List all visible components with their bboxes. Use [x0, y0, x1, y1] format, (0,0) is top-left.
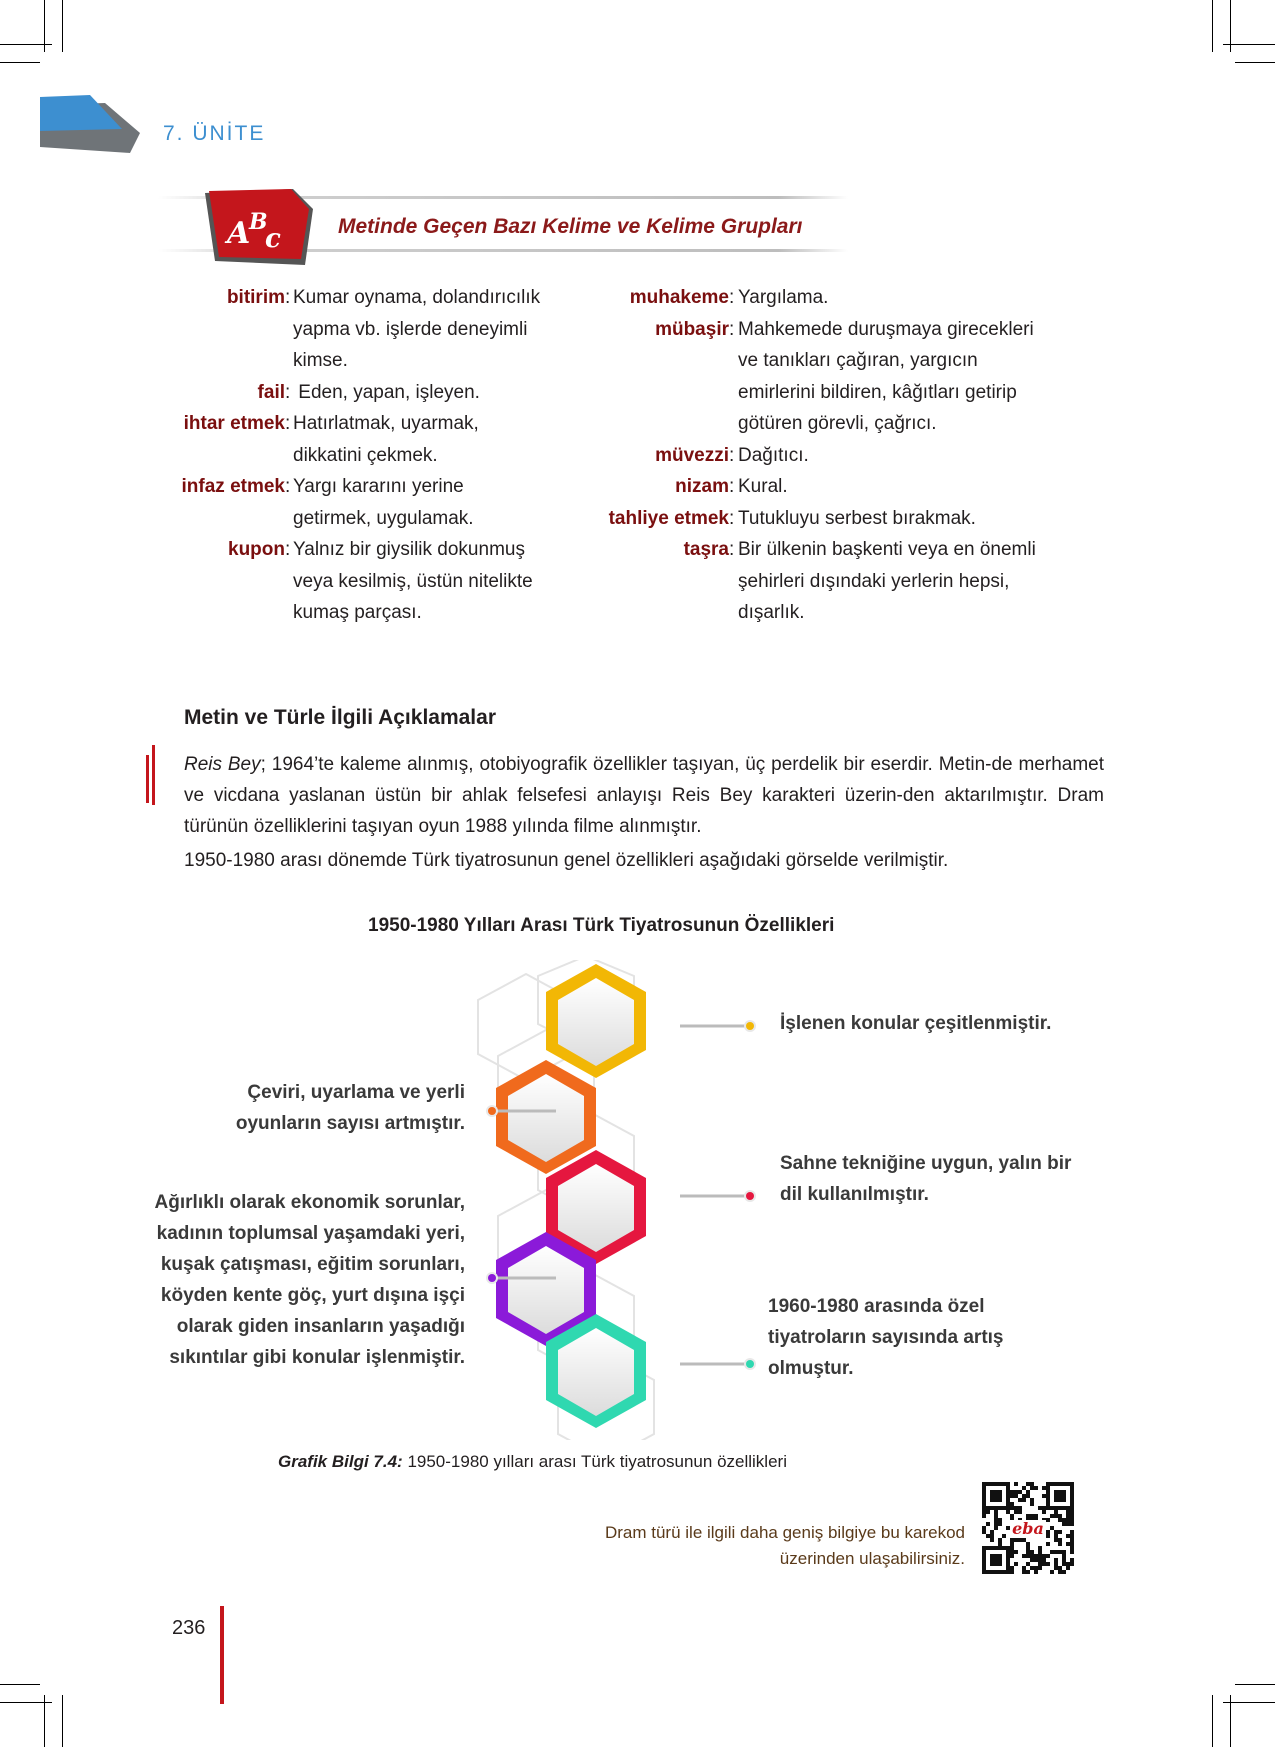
glossary-term: taşra [683, 539, 729, 560]
glossary-definition-line: kimse. [293, 350, 348, 371]
glossary-definition-line: getirmek, uygulamak. [293, 507, 474, 529]
glossary-definition-line: Yargı kararını yerine [293, 476, 464, 497]
work-title: Reis Bey [184, 754, 261, 775]
glossary-definition-line: Hatırlatmak, uyarmak, [293, 413, 479, 434]
glossary-definition-line: götüren görevli, çağrıcı. [738, 413, 937, 434]
glossary-definition-line: Kural. [738, 476, 788, 497]
paragraph-intro [184, 749, 1104, 842]
glossary-definition-line: şehirleri dışındaki yerlerin hepsi, [738, 570, 1010, 592]
unit-tab-graphic [40, 95, 152, 153]
caption-label: Grafik Bilgi 7.4: [278, 1452, 403, 1471]
feature-item-2: Çeviri, uyarlama ve yerli oyunların sayısı artmıştır. [235, 1082, 465, 1134]
connector-lines [480, 1010, 770, 1380]
glossary-colon: : [729, 444, 735, 466]
infographic-title: 1950-1980 Yılları Arası Türk Tiyatrosunun Özellikleri [368, 915, 835, 936]
feature-item-4: Ağırlıklı olarak ekonomik sorunlar, kadının toplumsal yaşamdaki yeri, kuşak çatışması, eğitim sorunları, köyden kente göç, yurt dışına işçi olarak giden insanların yaşadığı sıkıntılar gibi konular işlenmiştir. [154, 1192, 465, 1368]
accent-bar [152, 745, 155, 805]
page-number: 236 [172, 1617, 206, 1639]
paragraph-summary: 1950-1980 arası dönemde Türk tiyatrosunun genel özellikleri aşağıdaki görselde verilmiştir. [184, 850, 949, 871]
glossary-colon: : [729, 507, 735, 529]
glossary-definition-line: ve tanıkları çağıran, yargıcın [738, 350, 978, 371]
qr-description: Dram türü ile ilgili daha geniş bilgiye bu karekod üzerinden ulaşabilirsiniz. [604, 1523, 965, 1568]
glossary-term: muhakeme [629, 287, 729, 308]
glossary-term: bitirim [226, 287, 285, 308]
feature-item-3: Sahne tekniğine uygun, yalın bir dil kullanılmıştır. [780, 1153, 1072, 1205]
glossary-colon: : [285, 381, 291, 403]
glossary-definition-line: Tutukluyu serbest bırakmak. [738, 507, 976, 529]
glossary-definition-line: Dağıtıcı. [738, 444, 809, 466]
abc-icon [205, 189, 315, 265]
glossary-colon: : [729, 476, 735, 497]
glossary-definition-line: Kumar oynama, dolandırıcılık [293, 287, 541, 308]
glossary-term: kupon [228, 539, 285, 560]
glossary-definition-line: Mahkemede duruşmaya girecekleri [738, 318, 1034, 340]
glossary-colon: : [729, 287, 735, 308]
glossary-definition-line: dikkatini çekmek. [293, 444, 438, 466]
glossary-term: ihtar etmek [183, 413, 285, 434]
glossary-colon: : [729, 539, 735, 560]
glossary-colon: : [729, 318, 735, 340]
section-heading: Metin ve Türle İlgili Açıklamalar [184, 706, 496, 729]
unit-title: 7. ÜNİTE [163, 122, 266, 145]
svg-text:A: A [227, 216, 251, 251]
glossary-term: tahliye etmek [608, 507, 729, 529]
glossary-definition-line: Yalnız bir giysilik dokunmuş [293, 539, 525, 560]
page-number-bar [220, 1606, 224, 1704]
glossary-term: infaz etmek [181, 476, 285, 497]
paragraph-text: ; 1964’te kaleme alınmış, otobiyografik özellikler taşıyan, üç perdelik bir eserdir. Metin-de merhamet ve vicdana yaslanan üstün bir ahlak felsefesi anlayışı Reis Bey karakteri üzerin-den aktarılmıştır. Dram türünün özelliklerini taşıyan oyun 1988 yılında filme alınmıştır. [184, 754, 1105, 837]
glossary-term: fail [257, 381, 285, 403]
caption-text: 1950-1980 yılları arası Türk tiyatrosunun özellikleri [407, 1452, 787, 1471]
feature-item-1: İşlenen konular çeşitlenmiştir. [780, 1013, 1052, 1034]
glossary-colon: : [285, 539, 291, 560]
glossary-definition-line: Bir ülkenin başkenti veya en önemli [738, 539, 1036, 560]
glossary-term: mübaşir [655, 318, 729, 340]
glossary-term: müvezzi [655, 444, 729, 466]
glossary-definition-line: yapma vb. işlerde deneyimli [293, 318, 528, 340]
svg-text:c: c [265, 224, 281, 254]
glossary-colon: : [285, 476, 291, 497]
qr-code-icon[interactable] [982, 1482, 1074, 1574]
accent-bar [146, 755, 149, 803]
glossary-colon: : [285, 413, 291, 434]
glossary-definition-line: dışarlık. [738, 602, 805, 623]
glossary-definition-line: Eden, yapan, işleyen. [293, 381, 480, 403]
glossary-colon: : [285, 287, 291, 308]
glossary-definition-line: veya kesilmiş, üstün nitelikte [293, 570, 533, 592]
glossary-definition-line: emirlerini bildiren, kâğıtları getirip [738, 381, 1017, 403]
figure-caption [278, 1452, 787, 1472]
feature-item-5: 1960-1980 arasında özel tiyatroların sayısında artış olmuştur. [768, 1296, 1004, 1379]
svg-text:B: B [249, 209, 268, 235]
glossary-definition-line: Yargılama. [738, 287, 829, 308]
glossary-title: Metinde Geçen Bazı Kelime ve Kelime Grupları [338, 215, 803, 238]
glossary-definition-line: kumaş parçası. [293, 602, 422, 623]
glossary-term: nizam [675, 476, 729, 497]
eba-logo: eba [1012, 1519, 1044, 1538]
